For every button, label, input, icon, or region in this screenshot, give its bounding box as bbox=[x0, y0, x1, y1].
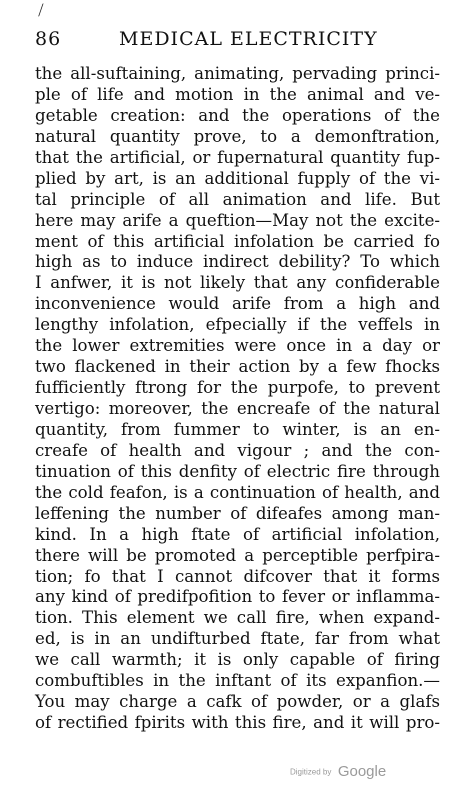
text-line: creafe of health and vigour ; and the con- bbox=[35, 440, 440, 460]
body-text bbox=[35, 64, 440, 734]
text-line: lengthy infolation, efpecially if the veffels in bbox=[35, 315, 440, 335]
text-line: high as to induce indirect debility? To which bbox=[35, 252, 440, 272]
text-line: tion. This element we call fire, when expand- bbox=[35, 608, 440, 628]
text-line: getable creation: and the operations of the bbox=[35, 105, 440, 125]
text-line: You may charge a cafk of powder, or a glafs bbox=[35, 692, 440, 712]
text-line: plied by art, is an additional fupply of the vi- bbox=[35, 168, 440, 188]
text-line: we call warmth; it is only capable of firing bbox=[35, 650, 440, 670]
text-line: I anfwer, it is not likely that any confiderable bbox=[35, 273, 440, 293]
text-line: of rectified fpirits with this fire, and it will pro- bbox=[35, 713, 440, 733]
text-line: quantity, from fummer to winter, is an en- bbox=[35, 419, 440, 439]
text-line: ple of life and motion in the animal and ve- bbox=[35, 84, 440, 104]
text-line: ment of this artificial infolation be carried fo bbox=[35, 231, 440, 251]
text-line: combuftibles in the inftant of its expanfion.— bbox=[35, 671, 440, 691]
text-line: that the artificial, or fupernatural quantity fup- bbox=[35, 147, 440, 167]
text-line: ed, is in an undifturbed ftate, far from what bbox=[35, 629, 440, 649]
text-line: leffening the number of difeafes among man- bbox=[35, 503, 440, 523]
text-line: kind. In a high ftate of artificial infolation, bbox=[35, 524, 440, 544]
text-line: natural quantity prove, to a demonftration, bbox=[35, 126, 440, 146]
digitized-watermark bbox=[290, 763, 386, 781]
running-header bbox=[35, 28, 435, 52]
text-line: the lower extremities were once in a day or bbox=[35, 336, 440, 356]
text-line: the cold feafon, is a continuation of health, and bbox=[35, 482, 440, 502]
text-line: here may arife a queftion—May not the excite- bbox=[35, 210, 440, 230]
text-line: inconvenience would arife from a high and bbox=[35, 294, 440, 314]
text-line: tal principle of all animation and life. But bbox=[35, 189, 440, 209]
text-line: any kind of predifpofition to fever or inflamma- bbox=[35, 587, 440, 607]
text-line: fufficiently ftrong for the purpofe, to prevent bbox=[35, 378, 440, 398]
text-line: tion; fo that I cannot difcover that it forms bbox=[35, 566, 440, 586]
watermark-prefix: Digitized by bbox=[290, 767, 332, 777]
page-number: 86 bbox=[35, 28, 62, 50]
text-line: tinuation of this denfity of electric fire through bbox=[35, 461, 440, 481]
text-line: the all-suftaining, animating, pervading princi- bbox=[35, 64, 440, 83]
text-line: vertigo: moreover, the encreafe of the natural bbox=[35, 399, 440, 418]
google-logo: Google bbox=[337, 763, 387, 781]
text-line: two flackened in their action by a few fhocks bbox=[35, 357, 440, 377]
corner-mark: ⁄ bbox=[37, 3, 46, 19]
text-line: there will be promoted a perceptible perfpira- bbox=[35, 545, 440, 565]
running-title: MEDICAL ELECTRICITY bbox=[119, 28, 378, 50]
